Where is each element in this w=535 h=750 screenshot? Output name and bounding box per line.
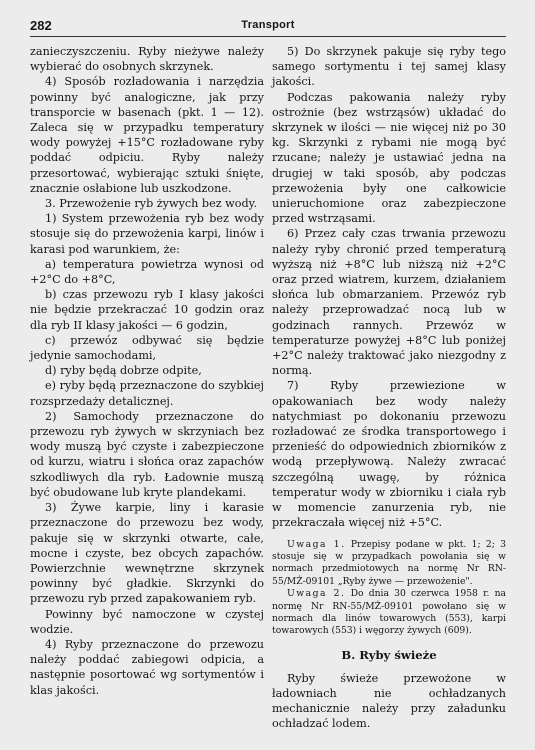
paragraph: 2) Samochody przeznaczone do przewozu ryb żywych w skrzyniach bez wody muszą być czyste i zabezpieczone od kurzu, wiatru i słońca oraz zapachów szkodliwych dla ryb. Ładownie muszą być obudowane lub kryte plandekami. [30,409,264,499]
notes-block [272,539,506,638]
spacer [272,531,506,539]
paragraph: d) ryby będą dobrze odpite, [45,364,202,378]
section-b-heading: B. Ryby świeże [341,647,437,662]
paragraph: 4) Ryby przeznaczone do przewozu należy poddać zabiegowi odpicia, a następnie posortować wg sortymentów i klas jakości. [30,637,264,697]
note-text: Do dnia 30 czerwca 1958 r. na normę Nr RN-55/MŻ-09101 powołano się w normach dla linów towarowych (553), karpi towarowych (553) i węgorzy żywych (609). [272,588,506,637]
paragraph: 5) Do skrzynek pakuje się ryby tego samego sortymentu i tej samej klasy jakości. [272,45,506,89]
paragraph: 7) Ryby przewiezione w opakowaniach bez wody należy natychmiast po dokonaniu przewozu rozładować ze środka transportowego i przenieść do odpowiednich zbiorników z wodą przepływową. Należy zwracać szczególną uwagę, by różnica temperatur wody w zbiorniku i ciała ryb w momencie zanurzenia ryb, nie przekraczała więcej niż +5°C. [272,379,506,530]
page-header [30,18,506,37]
paragraph: b) czas przewozu ryb I klasy jakości nie będzie przekraczać 10 godzin oraz dla ryb II klasy jakości — 6 godzin, [30,288,264,332]
note-label: Uwaga 2. [287,588,346,600]
note [272,539,506,589]
paragraph: e) ryby będą przeznaczone do szybkiej rozsprzedaży detalicznej. [30,379,264,408]
page-number: 282 [30,18,52,33]
paragraph: 6) Przez cały czas trwania przewozu należy ryby chronić przed temperaturą wyższą niż +8°C lub niższą niż +2°C oraz przed wiatrem, kurzem, działaniem słońca lub obmarzaniem. Przewóz ryb należy przeprowadzać nocą lub w godzinach rannych. Przewóz w temperaturze powyżej +8°C lub poniżej +2°C należy traktować jako niezgodny z normą. [272,227,506,378]
paragraph: 3) Żywe karpie, liny i karasie przeznaczone do przewozu bez wody, pakuje się w skrzynki otwarte, całe, mocne i czyste, bez obcych zapachów. Powierzchnie wewnętrzne skrzynek powinny być gładkie. Skrzynki do przewozu ryb przed zapakowaniem ryb. [30,501,264,606]
paragraph: 3. Przewożenie ryb żywych bez wody. [45,197,258,211]
left-column [30,44,264,698]
note [272,588,506,638]
section-b-paragraph: Ryby świeże przewożone w ładowniach nie ochładzanych mechanicznie należy przy załadunku ochładzać lodem. [272,671,506,731]
paragraph: 1) System przewożenia ryb bez wody stosuje się do przewożenia karpi, linów i karasi pod warunkiem, że: [30,212,264,256]
paragraph: 4) Sposób rozładowania i narzędzia powinny być analogiczne, jak przy transporcie w basenach (pkt. 1 — 12). Zaleca się w przypadku temperatury wody powyżej +15°C rozładowane ryby poddać odpiciu. Ryby należy przesortować, wybierając sztuki śnięte, znacznie osłabione lub uszkodzone. [30,75,264,195]
paragraph: a) temperatura powietrza wynosi od +2°C do +8°C, [30,257,264,287]
paragraph: zanieczyszczeniu. Ryby nieżywe należy wybierać do osobnych skrzynek. [30,45,264,74]
paragraph: c) przewóz odbywać się będzie jedynie samochodami, [30,333,264,363]
paragraph: Powinny być namoczone w czystej wodzie. [30,607,264,636]
right-column [272,44,506,732]
note-text: Przepisy podane w pkt. 1; 2; 3 stosuje się w przypadkach powołania się w normach przedmiotowych na normę Nr RN-55/MŻ-09101 „Ryby żywe — przewożenie". [272,538,506,587]
paragraph: Podczas pakowania należy ryby ostrożnie (bez wstrząsów) układać do skrzynek w ilości — nie więcej niż po 30 kg. Skrzynki z rybami nie mogą być rzucane; należy je ustawiać jedna na drugiej w taki sposób, aby podczas przewożenia były one całkowicie unieruchomione oraz zabezpieczone przed wstrząsami. [272,90,506,226]
note-label: Uwaga 1. [287,538,346,550]
right-column-body [272,44,506,531]
running-title: Transport [241,19,295,31]
